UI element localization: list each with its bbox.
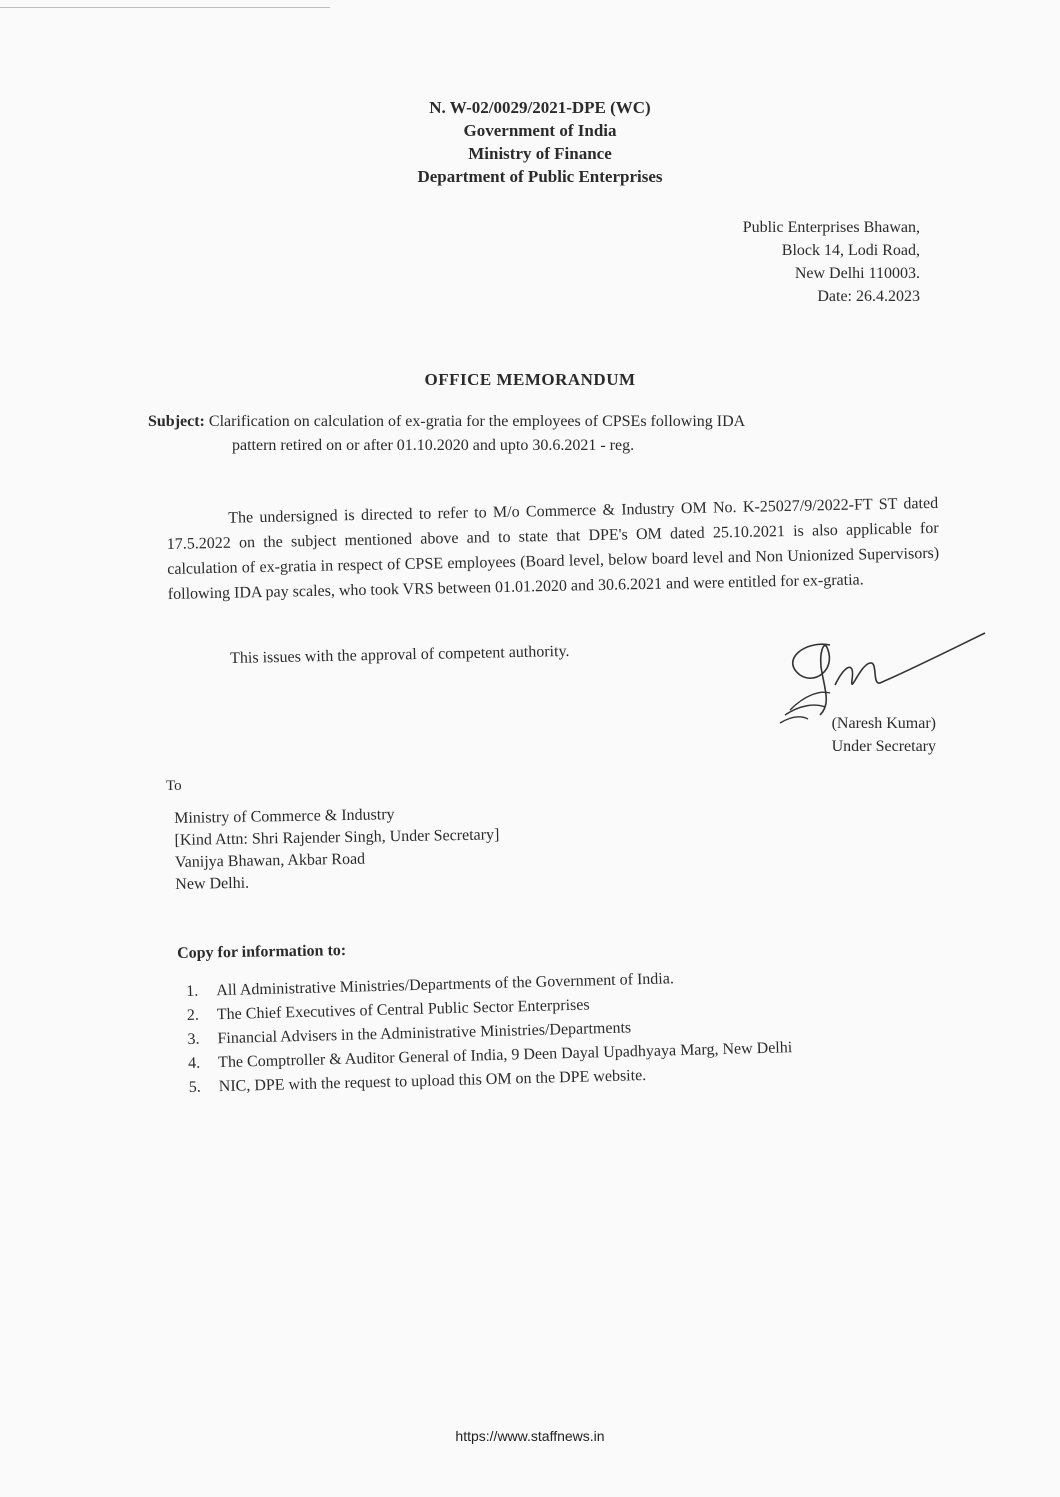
list-item-number: 2. [186,1006,200,1024]
address-line-2: Block 14, Lodi Road, [781,242,920,259]
signatory [832,712,936,758]
approval-line: This issues with the approval of competent authority. [230,642,570,667]
body-paragraph: The undersigned is directed to refer to M/o Commerce & Industry OM No. K-25027/9/2022-FT ST dated 17.5.2022 on the subject mentioned above and to state that DPE's OM dated 25.10.2021 is also applicable for calculation of ex-gratia in respect of CPSE employees (Board level, below board level and Non Unionized Supervisors) following IDA pay scales, who took VRS between 01.01.2020 and 30.6.2021 and were entitled for ex-gratia. [166,494,940,603]
office-address [743,216,920,308]
recipient-line-4: New Delhi. [175,874,250,893]
list-item-text: NIC, DPE with the request to upload this OM on the DPE website. [218,1066,647,1096]
copy-list [186,961,909,1100]
address-line-3: New Delhi 110003. [794,265,920,282]
subject-label: Subject: [148,413,205,430]
memo-date: Date: 26.4.2023 [817,288,920,305]
subject-line-2: pattern retired on or after 01.10.2020 and upto 30.6.2021 - reg. [232,437,635,454]
subject-line-1: Clarification on calculation of ex-gratia for the employees of CPSEs following IDA [208,413,746,430]
recipient-line-2: [Kind Attn: Shri Rajender Singh, Under Secretary] [174,826,500,849]
list-item-text: The Chief Executives of Central Public Sector Enterprises [216,996,590,1024]
copy-title: Copy for information to: [177,942,347,962]
list-item-number: 5. [188,1078,202,1096]
signatory-name: (Naresh Kumar) [831,715,936,732]
list-item-number: 4. [187,1054,201,1072]
government-name: Government of India [463,121,617,140]
memo-title: OFFICE MEMORANDUM [424,370,636,389]
recipient-line-1: Ministry of Commerce & Industry [174,806,395,827]
letterhead [330,96,750,188]
department-name: Department of Public Enterprises [417,167,663,186]
list-item-text: The Comptroller & Auditor General of India, 9 Deen Dayal Upadhyaya Marg, New Delhi [217,1039,793,1072]
recipient-line-3: Vanijya Bhawan, Akbar Road [174,850,366,871]
ministry-name: Ministry of Finance [468,144,612,163]
scan-edge-line [0,7,330,8]
footer-url[interactable]: https://www.staffnews.in [455,1428,605,1444]
to-label: To [166,778,182,794]
list-item-text: All Administrative Ministries/Departments of the Government of India. [216,970,675,1000]
file-number: N. W-02/0029/2021-DPE (WC) [429,98,651,117]
signatory-designation: Under Secretary [831,738,936,755]
address-line-1: Public Enterprises Bhawan, [742,219,920,236]
list-item-number: 1. [186,982,199,1000]
list-item-text: Financial Advisers in the Administrative Ministries/Departments [217,1019,632,1048]
recipient-address [174,802,500,896]
list-item-number: 3. [187,1030,200,1048]
subject-block [148,410,938,458]
